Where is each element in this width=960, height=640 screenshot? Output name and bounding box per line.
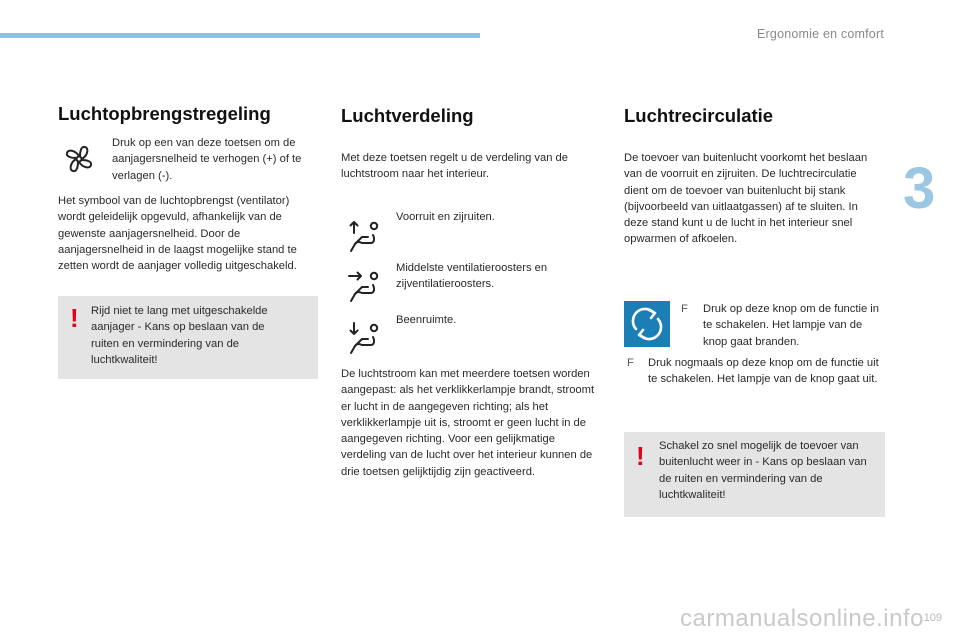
page-number: 109 xyxy=(923,612,942,624)
chapter-number: 3 xyxy=(903,156,936,221)
recirculation-step-off: Druk nogmaals op deze knop om de functie uit te schakelen. Het lampje van de knop gaat uit. xyxy=(648,357,879,386)
warning-icon: ! xyxy=(70,303,79,333)
warning-text-air-flow: Rijd niet te lang met uitgeschakelde aanjager - Kans op beslaan van de ruiten en vermindering van de luchtkwaliteit! xyxy=(91,305,268,366)
warning-text-recirculation: Schakel zo snel mogelijk de toevoer van buitenlucht weer in - Kans op beslaan van de ruiten en vermindering van de luchtkwaliteit! xyxy=(659,440,867,501)
title-air-flow: Luchtopbrengstregeling xyxy=(58,103,271,124)
airflow-up-icon xyxy=(346,219,382,255)
fan-icon xyxy=(62,142,96,176)
airflow-item-windscreen: Voorruit en zijruiten. xyxy=(396,211,495,223)
air-flow-body: Het symbool van de luchtopbrengst (ventilator) wordt geleidelijk opgevuld, afhankelijk van de gewenste aanjagersnelheid. Door de aanjagersnelheid in de laagst mogelijke stand te zetten wordt de aanjager volledig uitgeschakeld. xyxy=(58,195,297,273)
airflow-forward-icon xyxy=(346,269,382,305)
recirculation-button[interactable] xyxy=(624,301,670,347)
bullet-marker: F xyxy=(681,303,688,315)
header-accent-bar xyxy=(0,33,480,38)
warning-box-recirculation xyxy=(624,432,885,517)
air-distribution-body: De luchtstroom kan met meerdere toetsen worden aangepast: als het verklikkerlampje brandt, stroomt er lucht in de aangegeven richting; als het verklikkerlampje uit is, stroomt er geen lucht in de aangegeven richting. Voor een gelijkmatige verdeling van de lucht over het interieur kunnen de drie toetsen gelijktijdig zijn geactiveerd. xyxy=(341,368,595,478)
warning-box-air-flow xyxy=(58,296,318,379)
airflow-item-footwell: Beenruimte. xyxy=(396,314,457,326)
watermark: carmanualsonline.info xyxy=(680,605,924,632)
recirculation-icon xyxy=(624,301,670,347)
title-air-distribution: Luchtverdeling xyxy=(341,105,474,126)
section-title: Ergonomie en comfort xyxy=(757,27,884,41)
airflow-item-center-vents: Middelste ventilatieroosters en zijventilatieroosters. xyxy=(396,262,548,291)
airflow-down-icon xyxy=(346,321,382,357)
recirculation-step-on: Druk op deze knop om de functie in te schakelen. Het lampje van de knop gaat branden. xyxy=(703,303,879,348)
recirculation-body: De toevoer van buitenlucht voorkomt het beslaan van de voorruit en zijruiten. De luchtrecirculatie dient om de toevoer van buitenlucht bij stank (bijvoorbeeld van uitlaatgassen) af te sluiten. In deze stand kunt u de lucht in het interieur snel opwarmen of afkoelen. xyxy=(624,152,868,246)
air-distribution-intro: Met deze toetsen regelt u de verdeling van de luchtstroom naar het interieur. xyxy=(341,152,569,181)
warning-icon: ! xyxy=(636,441,645,471)
bullet-marker: F xyxy=(627,357,634,369)
title-recirculation: Luchtrecirculatie xyxy=(624,105,774,126)
fan-instruction: Druk op een van deze toetsen om de aanjagersnelheid te verhogen (+) of te verlagen (-). xyxy=(112,137,302,182)
